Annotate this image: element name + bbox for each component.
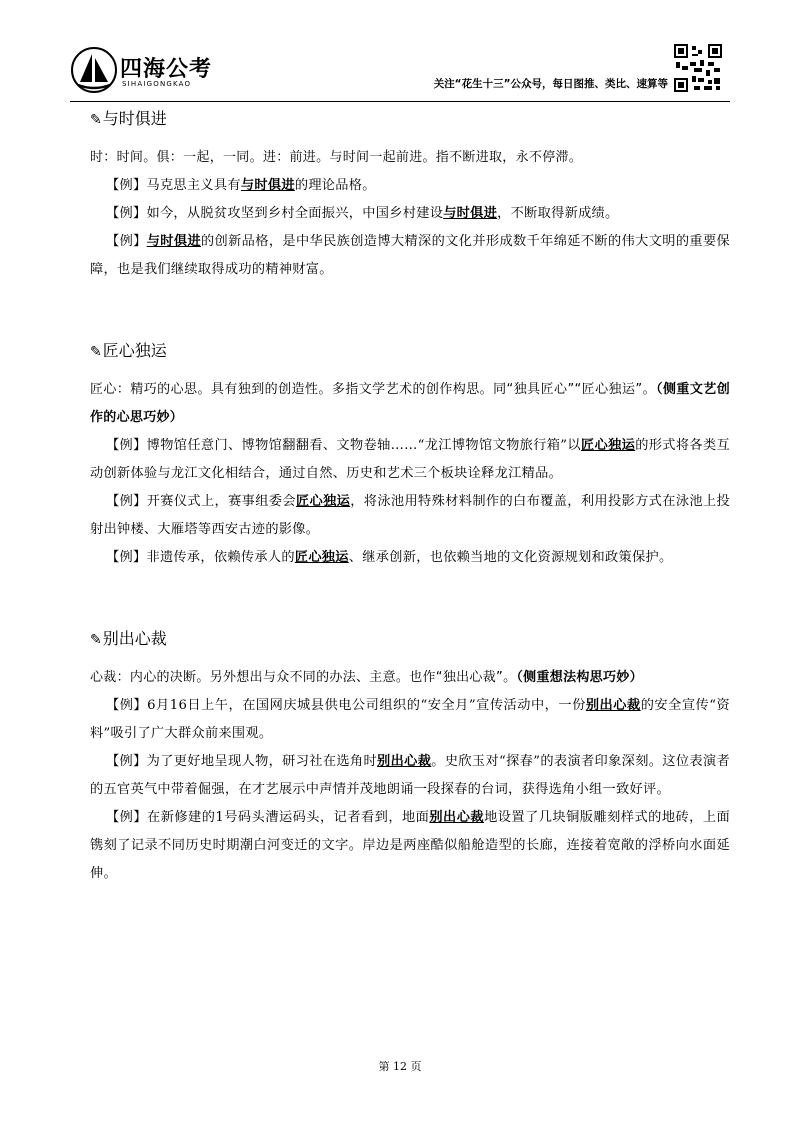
page-header	[70, 38, 730, 100]
pencil-icon: ✎	[90, 344, 102, 360]
example-text: 。史欣玉对“探春”的表演者印象深刻。这位表演者的五官英气中带着倔强，在才艺展示中声情并茂地朗诵一段探春的台词，获得选角小组一致好评。	[90, 754, 731, 797]
example-term: 别出心裁	[585, 698, 641, 713]
logo-pinyin: SIHAIGONGKAO	[122, 80, 192, 88]
logo-name: 四海公考	[120, 57, 213, 82]
example-sentence	[90, 544, 730, 572]
example-sentence	[90, 432, 730, 488]
example-text: 【例】博物馆任意门、博物馆翻翻看、文物卷轴……“龙江博物馆文物旅行箱”以	[106, 438, 581, 453]
example-sentence	[90, 200, 730, 228]
example-term: 与时俱进	[146, 234, 201, 249]
idiom-title-text: 别出心裁	[102, 629, 167, 648]
example-text: 的安全宣传“资料”吸引了广大群众前来围观。	[90, 698, 730, 741]
example-text: 的形式将各类互动创新体验与龙江文化相结合，通过自然、历史和艺术三个板块诠释龙江精品。	[90, 438, 731, 481]
example-text: 【例】马克思主义具有	[106, 178, 241, 193]
idiom-definition	[90, 664, 730, 692]
example-term: 与时俱进	[240, 178, 295, 193]
idiom-title	[90, 108, 730, 130]
idiom-section	[90, 628, 730, 888]
example-term: 与时俱进	[443, 206, 498, 221]
example-sentence	[90, 172, 730, 200]
example-text: 【例】6月16日上午，在国网庆城县供电公司组织的“安全月”宣传活动中，一份	[106, 698, 586, 713]
idiom-section	[90, 340, 730, 572]
page-number: 第 12 页	[378, 1060, 422, 1073]
example-text: 【例】在新修建的1号码头漕运码头，记者看到，地面	[106, 810, 430, 825]
example-sentence	[90, 692, 730, 748]
pencil-icon: ✎	[90, 632, 102, 648]
definition-note: （侧重想法构思巧妙）	[516, 670, 643, 685]
example-term: 别出心裁	[377, 754, 432, 769]
brand-logo	[70, 46, 230, 98]
header-promo-text: 关注“花生十三”公众号，每日图推、类比、速算等	[433, 78, 668, 90]
example-term: 匠心独运	[580, 438, 636, 453]
idiom-title	[90, 628, 730, 650]
idiom-definition: 时：时间。俱：一起，一同。进：前进。与时间一起前进。指不断进取，永不停滞。	[90, 150, 583, 165]
example-text: 地设置了几块铜版雕刻样式的地砖，上面镌刻了记录不同历史时期潮白河变迁的文字。岸边是两座酷似船舱造型的长廊，连接着宽敞的浮桥向水面延伸。	[90, 810, 730, 881]
example-text: 的创新品格，是中华民族创造博大精深的文化并形成数千年绵延不断的伟大文明的重要保障，也是我们继续取得成功的精神财富。	[90, 234, 731, 277]
example-text: 【例】开赛仪式上，赛事组委会	[106, 494, 296, 509]
example-text: 【例】	[106, 234, 147, 249]
example-sentence	[90, 488, 730, 544]
example-term: 匠心独运	[294, 550, 349, 565]
example-text: ，不断取得新成绩。	[497, 206, 619, 221]
example-sentence	[90, 228, 730, 284]
example-text: 【例】如今，从脱贫攻坚到乡村全面振兴，中国乡村建设	[106, 206, 444, 221]
example-term: 匠心独运	[295, 494, 351, 509]
document-body	[90, 108, 730, 888]
definition-text: 心裁：内心的决断。另外想出与众不同的办法、主意。也作“独出心裁”。	[90, 670, 517, 685]
idiom-title	[90, 340, 730, 362]
example-sentence	[90, 748, 730, 804]
idiom-title-text: 与时俱进	[102, 109, 167, 128]
example-text: 、继承创新，也依赖当地的文化资源规划和政策保护。	[348, 550, 673, 565]
idiom-section	[90, 108, 730, 284]
example-text: 的理论品格。	[294, 178, 376, 193]
pencil-icon: ✎	[90, 112, 102, 128]
qr-code-icon	[674, 44, 722, 92]
example-term: 别出心裁	[429, 810, 485, 825]
idiom-definition	[90, 376, 730, 432]
sail-logo-icon	[70, 46, 118, 94]
definition-text: 匠心：精巧的心思。具有独到的创造性。多指文学艺术的创作构思。同“独具匠心”“匠心独运”。	[90, 382, 657, 397]
example-text: 【例】为了更好地呈现人物，研习社在选角时	[106, 754, 378, 769]
definition-note: （侧重文艺创作的心思巧妙）	[90, 382, 730, 425]
idiom-title-text: 匠心独运	[102, 341, 167, 360]
example-text: 【例】非遗传承，依赖传承人的	[106, 550, 295, 565]
header-divider	[70, 101, 730, 102]
example-text: ，将泳池用特殊材料制作的白布覆盖，利用投影方式在泳池上投射出钟楼、大雁塔等西安古迹的影像。	[90, 494, 731, 537]
example-sentence	[90, 804, 730, 888]
